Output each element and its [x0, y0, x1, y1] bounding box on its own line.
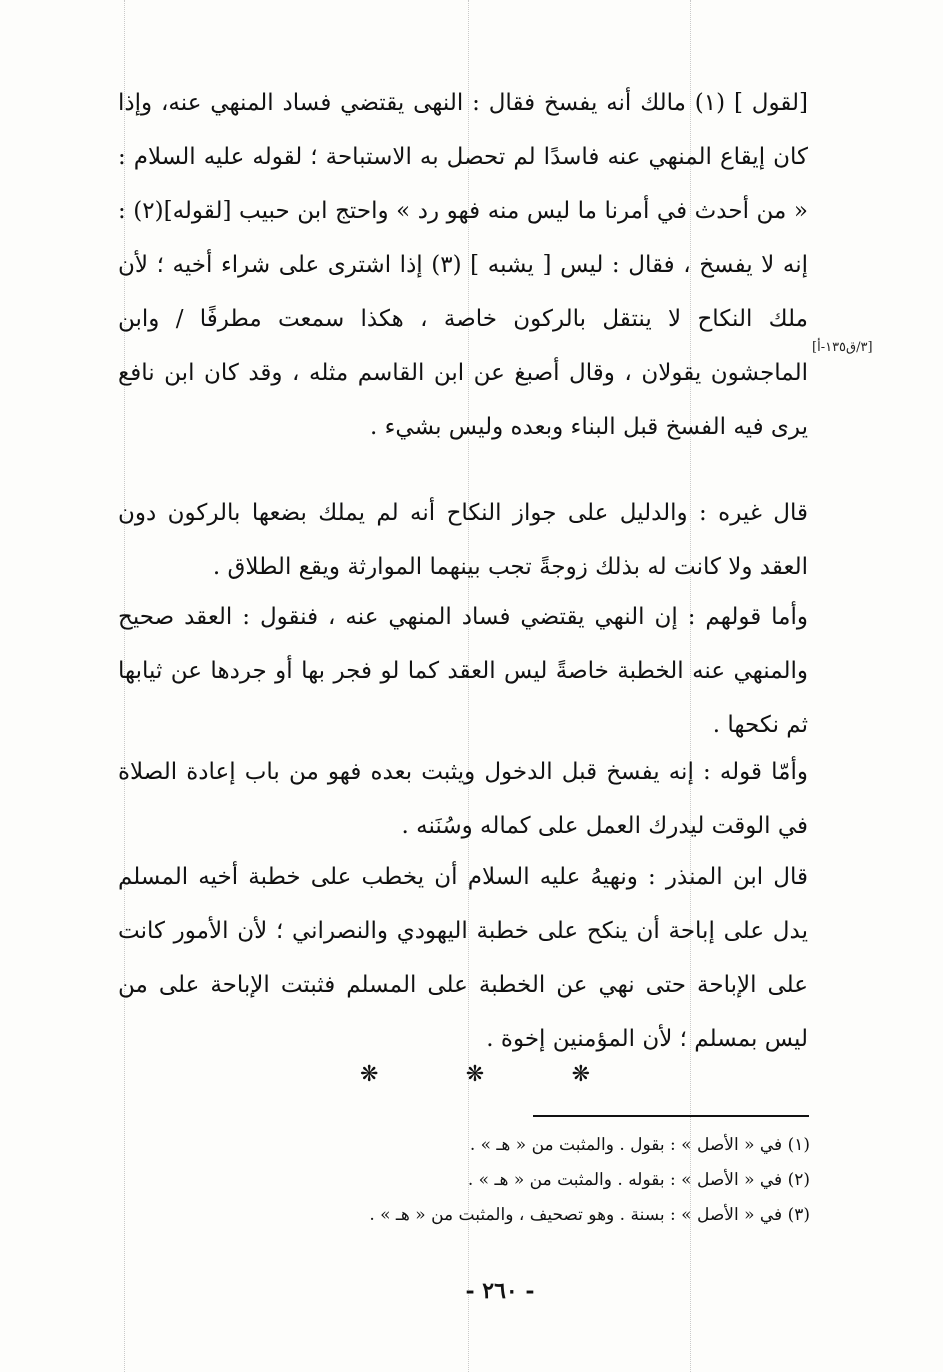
- paragraph-text: وأما قولهم : إن النهي يقتضي فساد المنهي عنه ، فنقول : العقد صحيح والمنهي عنه الخطبة خاصةً ليس العقد كما لو فجر بها أو جردها عن ثيابها ثم نكحها .: [118, 604, 808, 738]
- footnote-divider: [533, 1115, 809, 1117]
- footnote-3: (٣) في « الأصل » : بسنة . وهو تصحيف ، والمثبت من « هـ » .: [369, 1205, 810, 1225]
- paragraph-5: [118, 850, 808, 1066]
- footnotes: [200, 1128, 810, 1233]
- paragraph-text: وأمّا قوله : إنه يفسخ قبل الدخول ويثبت بعده فهو من باب إعادة الصلاة في الوقت ليدرك العمل على كماله وسُنَنه .: [118, 759, 808, 839]
- paragraph-text: قال ابن المنذر : ونهيهُ عليه السلام أن يخطب على خطبة أخيه المسلم يدل على إباحة أن ينكح على خطبة اليهودي والنصراني ؛ لأن الأمور كانت على الإباحة حتى نهي عن الخطبة على المسلم فثبتت الإباحة على من ليس بمسلم ؛ لأن المؤمنين إخوة .: [118, 864, 808, 1052]
- asterism-icon: ❋: [465, 1062, 485, 1087]
- section-separator: [360, 1062, 590, 1087]
- footnote-1: (١) في « الأصل » : بقول . والمثبت من « هـ » .: [469, 1135, 810, 1155]
- margin-manuscript-reference: [٣/ق١٣٥-أ]: [812, 340, 873, 355]
- paragraph-1: [118, 76, 808, 454]
- paragraph-text: [لقول ] (١) مالك أنه يفسخ فقال : النهى يقتضي فساد المنهي عنه، وإذا كان إيقاع المنهي عنه فاسدًا لم تحصل به الاستباحة ؛ لقوله عليه السلام : « من أحدث في أمرنا ما ليس منه فهو رد » واحتج ابن حبيب [لقوله](٢) : إنه لا يفسخ ، فقال : ليس [ يشبه ] (٣) إذا اشترى على شراء أخيه ؛ لأن ملك النكاح لا ينتقل بالركون خاصة ، هكذا سمعت مطرفًا / وابن الماجشون يقولان ، وقال أصبغ عن ابن القاسم مثله ، وقد كان ابن نافع يرى فيه الفسخ قبل البناء وبعده وليس بشيء .: [118, 90, 809, 440]
- asterism-icon: ❋: [571, 1062, 590, 1087]
- paragraph-4: [118, 745, 808, 853]
- paragraph-text: قال غيره : والدليل على جواز النكاح أنه لم يملك بضعها بالركون دون العقد ولا كانت له بذلك زوجةً تجب بينهما الموارثة ويقع الطلاق .: [118, 500, 808, 580]
- paragraph-2: [118, 486, 808, 594]
- page-number: - ٢٦٠ -: [465, 1278, 535, 1304]
- footnote-2: (٢) في « الأصل » : بقوله . والمثبت من « هـ » .: [467, 1170, 810, 1190]
- paragraph-3: [118, 590, 808, 752]
- asterism-icon: ❋: [360, 1062, 379, 1087]
